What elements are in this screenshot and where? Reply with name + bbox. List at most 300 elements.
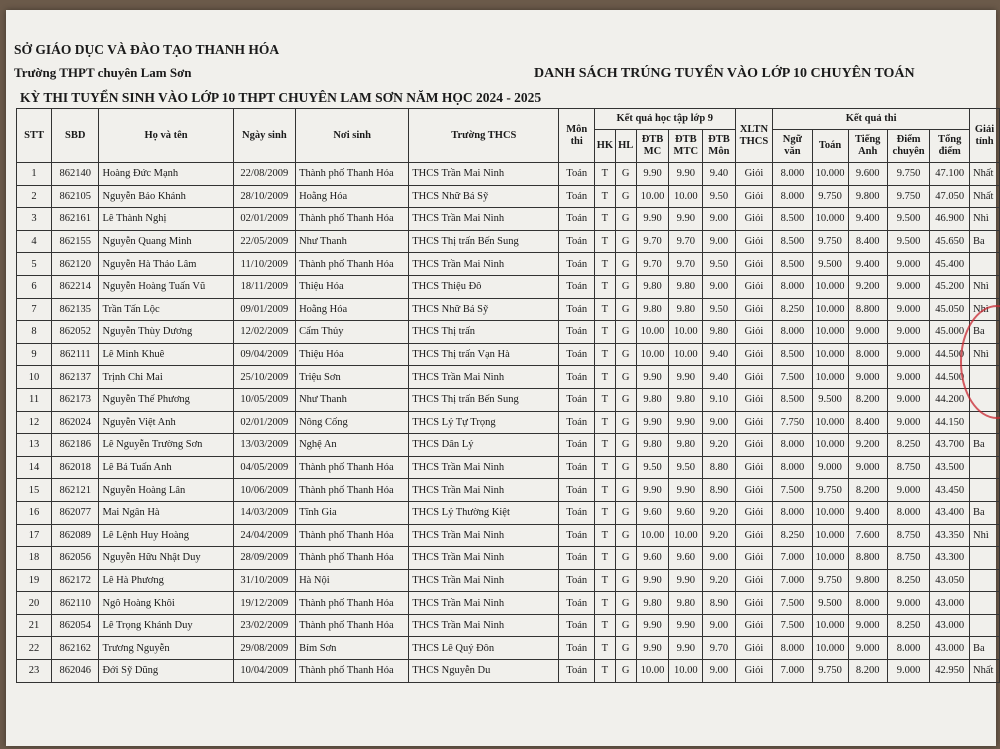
cell-tongdiem: 43.350: [930, 524, 970, 547]
cell-subject: Toán: [559, 614, 594, 637]
department-name: SỞ GIÁO DỤC VÀ ĐÀO TẠO THANH HÓA: [14, 42, 280, 57]
cell-dtbmc: 9.90: [636, 411, 669, 434]
cell-tongdiem: 45.650: [930, 230, 970, 253]
cell-nguvan: 8.000: [773, 434, 812, 457]
cell-name: Lê Bá Tuấn Anh: [99, 456, 233, 479]
col-dtbmc: ĐTB MC: [636, 130, 669, 163]
cell-diemchuyen: 8.750: [887, 456, 929, 479]
cell-dob: 10/06/2009: [233, 479, 295, 502]
cell-hl: G: [615, 230, 636, 253]
cell-school: THCS Thị trấn Vạn Hà: [409, 343, 559, 366]
cell-subject: Toán: [559, 366, 594, 389]
cell-nguvan: 7.500: [773, 592, 812, 615]
cell-dob: 28/09/2009: [233, 547, 295, 570]
cell-tienganh: 8.200: [848, 388, 887, 411]
col-tongdiem: Tổng điểm: [930, 130, 970, 163]
col-diemchuyen: Điểm chuyên: [887, 130, 929, 163]
table-row: [17, 185, 1000, 208]
cell-dtbmon: 9.00: [703, 614, 735, 637]
cell-subject: Toán: [559, 456, 594, 479]
cell-stt: 16: [17, 501, 52, 524]
cell-tongdiem: 44.200: [930, 388, 970, 411]
cell-hk: T: [594, 592, 615, 615]
cell-subject: Toán: [559, 230, 594, 253]
cell-hk: T: [594, 434, 615, 457]
cell-name: Nguyễn Thế Phương: [99, 388, 233, 411]
cell-subject: Toán: [559, 253, 594, 276]
cell-hk: T: [594, 321, 615, 344]
cell-tienganh: 8.200: [848, 660, 887, 683]
cell-subject: Toán: [559, 479, 594, 502]
cell-dob: 09/01/2009: [233, 298, 295, 321]
cell-award: [970, 547, 1000, 570]
cell-tienganh: 9.000: [848, 456, 887, 479]
cell-hl: G: [615, 388, 636, 411]
cell-award: Nhì: [970, 298, 1000, 321]
col-stt: STT: [17, 109, 52, 163]
cell-dtbmtc: 9.80: [669, 434, 703, 457]
cell-school: THCS Trần Mai Ninh: [409, 366, 559, 389]
cell-diemchuyen: 8.750: [887, 524, 929, 547]
cell-hk: T: [594, 411, 615, 434]
cell-tongdiem: 43.000: [930, 614, 970, 637]
cell-hk: T: [594, 185, 615, 208]
cell-name: Lê Nguyễn Trường Sơn: [99, 434, 233, 457]
cell-toan: 10.000: [812, 366, 848, 389]
cell-dtbmc: 9.60: [636, 547, 669, 570]
cell-tongdiem: 45.000: [930, 321, 970, 344]
cell-dtbmc: 10.00: [636, 321, 669, 344]
cell-pob: Thành phố Thanh Hóa: [296, 524, 409, 547]
cell-nguvan: 7.500: [773, 366, 812, 389]
cell-xltn: Giỏi: [735, 388, 773, 411]
cell-name: Nguyễn Hoàng Tuấn Vũ: [99, 275, 233, 298]
cell-hl: G: [615, 298, 636, 321]
cell-hk: T: [594, 479, 615, 502]
table-row: [17, 321, 1000, 344]
cell-xltn: Giỏi: [735, 547, 773, 570]
cell-dob: 09/04/2009: [233, 343, 295, 366]
table-row: [17, 592, 1000, 615]
cell-tongdiem: 45.200: [930, 275, 970, 298]
cell-subject: Toán: [559, 660, 594, 683]
cell-diemchuyen: 8.250: [887, 614, 929, 637]
cell-nguvan: 7.000: [773, 547, 812, 570]
cell-toan: 9.000: [812, 456, 848, 479]
cell-diemchuyen: 9.000: [887, 298, 929, 321]
cell-hl: G: [615, 208, 636, 231]
cell-hl: G: [615, 637, 636, 660]
cell-school: THCS Trần Mai Ninh: [409, 524, 559, 547]
cell-diemchuyen: 8.250: [887, 569, 929, 592]
cell-dtbmtc: 9.90: [669, 569, 703, 592]
cell-diemchuyen: 9.500: [887, 208, 929, 231]
cell-stt: 14: [17, 456, 52, 479]
table-row: [17, 524, 1000, 547]
table-row: [17, 388, 1000, 411]
cell-name: Ngô Hoàng Khôi: [99, 592, 233, 615]
cell-name: Nguyễn Bảo Khánh: [99, 185, 233, 208]
cell-dtbmc: 9.80: [636, 275, 669, 298]
col-pob: Nơi sinh: [296, 109, 409, 163]
cell-pob: Thành phố Thanh Hóa: [296, 253, 409, 276]
cell-dob: 02/01/2009: [233, 411, 295, 434]
cell-hl: G: [615, 185, 636, 208]
cell-dtbmtc: 9.90: [669, 366, 703, 389]
cell-dtbmon: 9.50: [703, 253, 735, 276]
cell-xltn: Giỏi: [735, 660, 773, 683]
cell-award: Ba: [970, 501, 1000, 524]
cell-subject: Toán: [559, 185, 594, 208]
table-row: [17, 253, 1000, 276]
table-row: [17, 501, 1000, 524]
cell-dtbmtc: 10.00: [669, 321, 703, 344]
cell-toan: 9.750: [812, 185, 848, 208]
cell-tongdiem: 47.100: [930, 163, 970, 186]
cell-dob: 19/12/2009: [233, 592, 295, 615]
cell-subject: Toán: [559, 163, 594, 186]
cell-tienganh: 8.400: [848, 411, 887, 434]
cell-diemchuyen: 8.000: [887, 501, 929, 524]
cell-nguvan: 7.500: [773, 614, 812, 637]
cell-dob: 22/05/2009: [233, 230, 295, 253]
cell-stt: 10: [17, 366, 52, 389]
cell-dob: 23/02/2009: [233, 614, 295, 637]
cell-sbd: 862121: [52, 479, 99, 502]
cell-xltn: Giỏi: [735, 592, 773, 615]
cell-dtbmtc: 9.90: [669, 614, 703, 637]
cell-subject: Toán: [559, 275, 594, 298]
cell-diemchuyen: 9.000: [887, 592, 929, 615]
cell-name: Nguyễn Hoàng Lân: [99, 479, 233, 502]
cell-sbd: 862162: [52, 637, 99, 660]
cell-stt: 2: [17, 185, 52, 208]
cell-xltn: Giỏi: [735, 163, 773, 186]
cell-pob: Hà Nội: [296, 569, 409, 592]
cell-toan: 10.000: [812, 343, 848, 366]
cell-sbd: 862120: [52, 253, 99, 276]
cell-dtbmon: 9.20: [703, 569, 735, 592]
cell-dob: 22/08/2009: [233, 163, 295, 186]
cell-school: THCS Nhữ Bá Sỹ: [409, 298, 559, 321]
cell-tienganh: 8.800: [848, 298, 887, 321]
cell-subject: Toán: [559, 411, 594, 434]
cell-stt: 3: [17, 208, 52, 231]
cell-hk: T: [594, 275, 615, 298]
cell-sbd: 862046: [52, 660, 99, 683]
cell-dtbmtc: 10.00: [669, 524, 703, 547]
cell-toan: 10.000: [812, 275, 848, 298]
cell-nguvan: 8.000: [773, 185, 812, 208]
cell-dtbmtc: 9.90: [669, 479, 703, 502]
cell-award: Nhất: [970, 185, 1000, 208]
cell-xltn: Giỏi: [735, 230, 773, 253]
cell-xltn: Giỏi: [735, 185, 773, 208]
cell-pob: Thiệu Hóa: [296, 275, 409, 298]
cell-award: Nhì: [970, 275, 1000, 298]
cell-dtbmon: 9.70: [703, 637, 735, 660]
table-row: [17, 479, 1000, 502]
exam-title: KỲ THI TUYỂN SINH VÀO LỚP 10 THPT CHUYÊN LAM SƠN NĂM HỌC 2024 - 2025: [20, 90, 542, 105]
cell-award: Nhất: [970, 660, 1000, 683]
cell-stt: 4: [17, 230, 52, 253]
cell-sbd: 862077: [52, 501, 99, 524]
cell-toan: 9.500: [812, 388, 848, 411]
cell-hl: G: [615, 253, 636, 276]
cell-dtbmtc: 9.80: [669, 275, 703, 298]
cell-nguvan: 8.500: [773, 343, 812, 366]
cell-pob: Hoằng Hóa: [296, 185, 409, 208]
cell-nguvan: 8.500: [773, 230, 812, 253]
col-sbd: SBD: [52, 109, 99, 163]
cell-tongdiem: 43.400: [930, 501, 970, 524]
col-nguvan: Ngữ văn: [773, 130, 812, 163]
cell-xltn: Giỏi: [735, 321, 773, 344]
cell-hk: T: [594, 547, 615, 570]
cell-subject: Toán: [559, 434, 594, 457]
cell-tongdiem: 47.050: [930, 185, 970, 208]
cell-hl: G: [615, 275, 636, 298]
cell-school: THCS Lý Tự Trọng: [409, 411, 559, 434]
cell-name: Lê Thành Nghị: [99, 208, 233, 231]
cell-toan: 10.000: [812, 163, 848, 186]
cell-school: THCS Trần Mai Ninh: [409, 592, 559, 615]
cell-nguvan: 8.000: [773, 637, 812, 660]
cell-school: THCS Thị trấn Bến Sung: [409, 230, 559, 253]
cell-tienganh: 8.400: [848, 230, 887, 253]
cell-tongdiem: 43.500: [930, 456, 970, 479]
cell-hl: G: [615, 614, 636, 637]
cell-tongdiem: 43.000: [930, 592, 970, 615]
cell-xltn: Giỏi: [735, 411, 773, 434]
cell-pob: Cẩm Thủy: [296, 321, 409, 344]
cell-tongdiem: 44.500: [930, 366, 970, 389]
cell-dob: 10/04/2009: [233, 660, 295, 683]
cell-dtbmc: 9.80: [636, 592, 669, 615]
cell-school: THCS Nhữ Bá Sỹ: [409, 185, 559, 208]
cell-award: Nhì: [970, 208, 1000, 231]
cell-hk: T: [594, 456, 615, 479]
cell-xltn: Giỏi: [735, 501, 773, 524]
cell-tienganh: 8.000: [848, 592, 887, 615]
cell-xltn: Giỏi: [735, 298, 773, 321]
cell-hl: G: [615, 163, 636, 186]
cell-diemchuyen: 9.500: [887, 230, 929, 253]
cell-nguvan: 8.500: [773, 208, 812, 231]
cell-dtbmon: 9.50: [703, 298, 735, 321]
cell-school: THCS Thị trấn: [409, 321, 559, 344]
cell-diemchuyen: 9.750: [887, 185, 929, 208]
cell-sbd: 862214: [52, 275, 99, 298]
cell-dtbmc: 9.90: [636, 163, 669, 186]
cell-school: THCS Thiệu Đô: [409, 275, 559, 298]
col-xltn: XLTN THCS: [735, 109, 773, 163]
cell-dtbmon: 8.80: [703, 456, 735, 479]
cell-diemchuyen: 9.750: [887, 163, 929, 186]
cell-name: Lê Lệnh Huy Hoàng: [99, 524, 233, 547]
cell-toan: 9.500: [812, 592, 848, 615]
cell-xltn: Giỏi: [735, 434, 773, 457]
cell-dtbmtc: 9.70: [669, 253, 703, 276]
cell-dtbmon: 9.00: [703, 547, 735, 570]
cell-xltn: Giỏi: [735, 253, 773, 276]
cell-hl: G: [615, 456, 636, 479]
cell-school: THCS Thị trấn Bến Sung: [409, 388, 559, 411]
cell-sbd: 862161: [52, 208, 99, 231]
cell-pob: Thành phố Thanh Hóa: [296, 592, 409, 615]
cell-hk: T: [594, 388, 615, 411]
col-toan: Toán: [812, 130, 848, 163]
cell-toan: 10.000: [812, 501, 848, 524]
cell-hk: T: [594, 660, 615, 683]
cell-dob: 13/03/2009: [233, 434, 295, 457]
cell-sbd: 862172: [52, 569, 99, 592]
cell-diemchuyen: 8.750: [887, 547, 929, 570]
cell-pob: Thành phố Thanh Hóa: [296, 660, 409, 683]
cell-hl: G: [615, 366, 636, 389]
cell-sbd: 862110: [52, 592, 99, 615]
cell-name: Hoàng Đức Mạnh: [99, 163, 233, 186]
cell-stt: 9: [17, 343, 52, 366]
cell-dtbmc: 9.90: [636, 479, 669, 502]
cell-pob: Hoằng Hóa: [296, 298, 409, 321]
cell-tongdiem: 46.900: [930, 208, 970, 231]
cell-nguvan: 8.500: [773, 388, 812, 411]
cell-tienganh: 9.000: [848, 614, 887, 637]
cell-hl: G: [615, 501, 636, 524]
col-dtbmtc: ĐTB MTC: [669, 130, 703, 163]
table-row: [17, 298, 1000, 321]
cell-diemchuyen: 9.000: [887, 253, 929, 276]
cell-xltn: Giỏi: [735, 456, 773, 479]
cell-nguvan: 8.000: [773, 321, 812, 344]
cell-stt: 19: [17, 569, 52, 592]
cell-hk: T: [594, 163, 615, 186]
cell-name: Lê Minh Khuê: [99, 343, 233, 366]
col-dtbmon: ĐTB Môn: [703, 130, 735, 163]
cell-dtbmtc: 9.80: [669, 592, 703, 615]
cell-dtbmc: 9.80: [636, 298, 669, 321]
cell-hk: T: [594, 366, 615, 389]
cell-sbd: 862056: [52, 547, 99, 570]
cell-stt: 17: [17, 524, 52, 547]
cell-diemchuyen: 9.000: [887, 343, 929, 366]
cell-sbd: 862018: [52, 456, 99, 479]
cell-nguvan: 8.000: [773, 163, 812, 186]
cell-tienganh: 9.600: [848, 163, 887, 186]
cell-award: [970, 592, 1000, 615]
cell-sbd: 862111: [52, 343, 99, 366]
cell-award: Nhì: [970, 524, 1000, 547]
results-table: [16, 108, 1000, 683]
cell-school: THCS Lý Thường Kiệt: [409, 501, 559, 524]
cell-nguvan: 8.000: [773, 456, 812, 479]
cell-name: Trịnh Chi Mai: [99, 366, 233, 389]
cell-pob: Thành phố Thanh Hóa: [296, 456, 409, 479]
cell-toan: 10.000: [812, 298, 848, 321]
cell-hl: G: [615, 569, 636, 592]
cell-dtbmtc: 9.90: [669, 411, 703, 434]
cell-xltn: Giỏi: [735, 479, 773, 502]
cell-dob: 02/01/2009: [233, 208, 295, 231]
cell-dtbmc: 9.90: [636, 637, 669, 660]
cell-award: Ba: [970, 637, 1000, 660]
cell-dob: 18/11/2009: [233, 275, 295, 298]
cell-tongdiem: 43.450: [930, 479, 970, 502]
cell-tienganh: 9.400: [848, 208, 887, 231]
cell-diemchuyen: 9.000: [887, 660, 929, 683]
cell-nguvan: 8.000: [773, 275, 812, 298]
cell-nguvan: 8.500: [773, 253, 812, 276]
cell-award: Ba: [970, 434, 1000, 457]
cell-dtbmtc: 9.60: [669, 501, 703, 524]
cell-tienganh: 9.000: [848, 637, 887, 660]
cell-hl: G: [615, 592, 636, 615]
cell-stt: 13: [17, 434, 52, 457]
cell-name: Nguyễn Quang Minh: [99, 230, 233, 253]
cell-award: Ba: [970, 321, 1000, 344]
table-row: [17, 163, 1000, 186]
cell-award: Nhất: [970, 163, 1000, 186]
cell-dtbmc: 9.90: [636, 614, 669, 637]
cell-dtbmtc: 9.90: [669, 637, 703, 660]
cell-dtbmon: 9.20: [703, 434, 735, 457]
cell-toan: 10.000: [812, 434, 848, 457]
cell-toan: 9.500: [812, 253, 848, 276]
cell-tienganh: 9.000: [848, 321, 887, 344]
results-body: [17, 163, 1000, 683]
col-subject: Môn thi: [559, 109, 594, 163]
table-row: [17, 366, 1000, 389]
cell-xltn: Giỏi: [735, 208, 773, 231]
cell-tienganh: 8.200: [848, 479, 887, 502]
cell-sbd: 862140: [52, 163, 99, 186]
cell-school: THCS Nguyễn Du: [409, 660, 559, 683]
cell-dtbmon: 9.40: [703, 366, 735, 389]
cell-dtbmon: 9.80: [703, 321, 735, 344]
cell-dtbmtc: 10.00: [669, 185, 703, 208]
cell-name: Mai Ngân Hà: [99, 501, 233, 524]
cell-tongdiem: 42.950: [930, 660, 970, 683]
cell-diemchuyen: 9.000: [887, 388, 929, 411]
cell-tongdiem: 44.150: [930, 411, 970, 434]
cell-sbd: 862024: [52, 411, 99, 434]
cell-subject: Toán: [559, 569, 594, 592]
cell-name: Trần Tấn Lộc: [99, 298, 233, 321]
cell-school: THCS Lê Quý Đôn: [409, 637, 559, 660]
cell-dtbmtc: 9.60: [669, 547, 703, 570]
cell-hk: T: [594, 637, 615, 660]
cell-dtbmc: 10.00: [636, 660, 669, 683]
cell-dob: 14/03/2009: [233, 501, 295, 524]
cell-sbd: 862135: [52, 298, 99, 321]
cell-xltn: Giỏi: [735, 524, 773, 547]
cell-hk: T: [594, 253, 615, 276]
cell-tienganh: 9.800: [848, 569, 887, 592]
cell-dtbmc: 9.60: [636, 501, 669, 524]
cell-tienganh: 9.800: [848, 185, 887, 208]
cell-toan: 9.750: [812, 230, 848, 253]
cell-dtbmc: 10.00: [636, 185, 669, 208]
cell-sbd: 862173: [52, 388, 99, 411]
cell-dtbmc: 9.90: [636, 366, 669, 389]
cell-hl: G: [615, 411, 636, 434]
cell-stt: 12: [17, 411, 52, 434]
cell-xltn: Giỏi: [735, 343, 773, 366]
cell-subject: Toán: [559, 592, 594, 615]
cell-hl: G: [615, 479, 636, 502]
cell-name: Lê Trọng Khánh Duy: [99, 614, 233, 637]
